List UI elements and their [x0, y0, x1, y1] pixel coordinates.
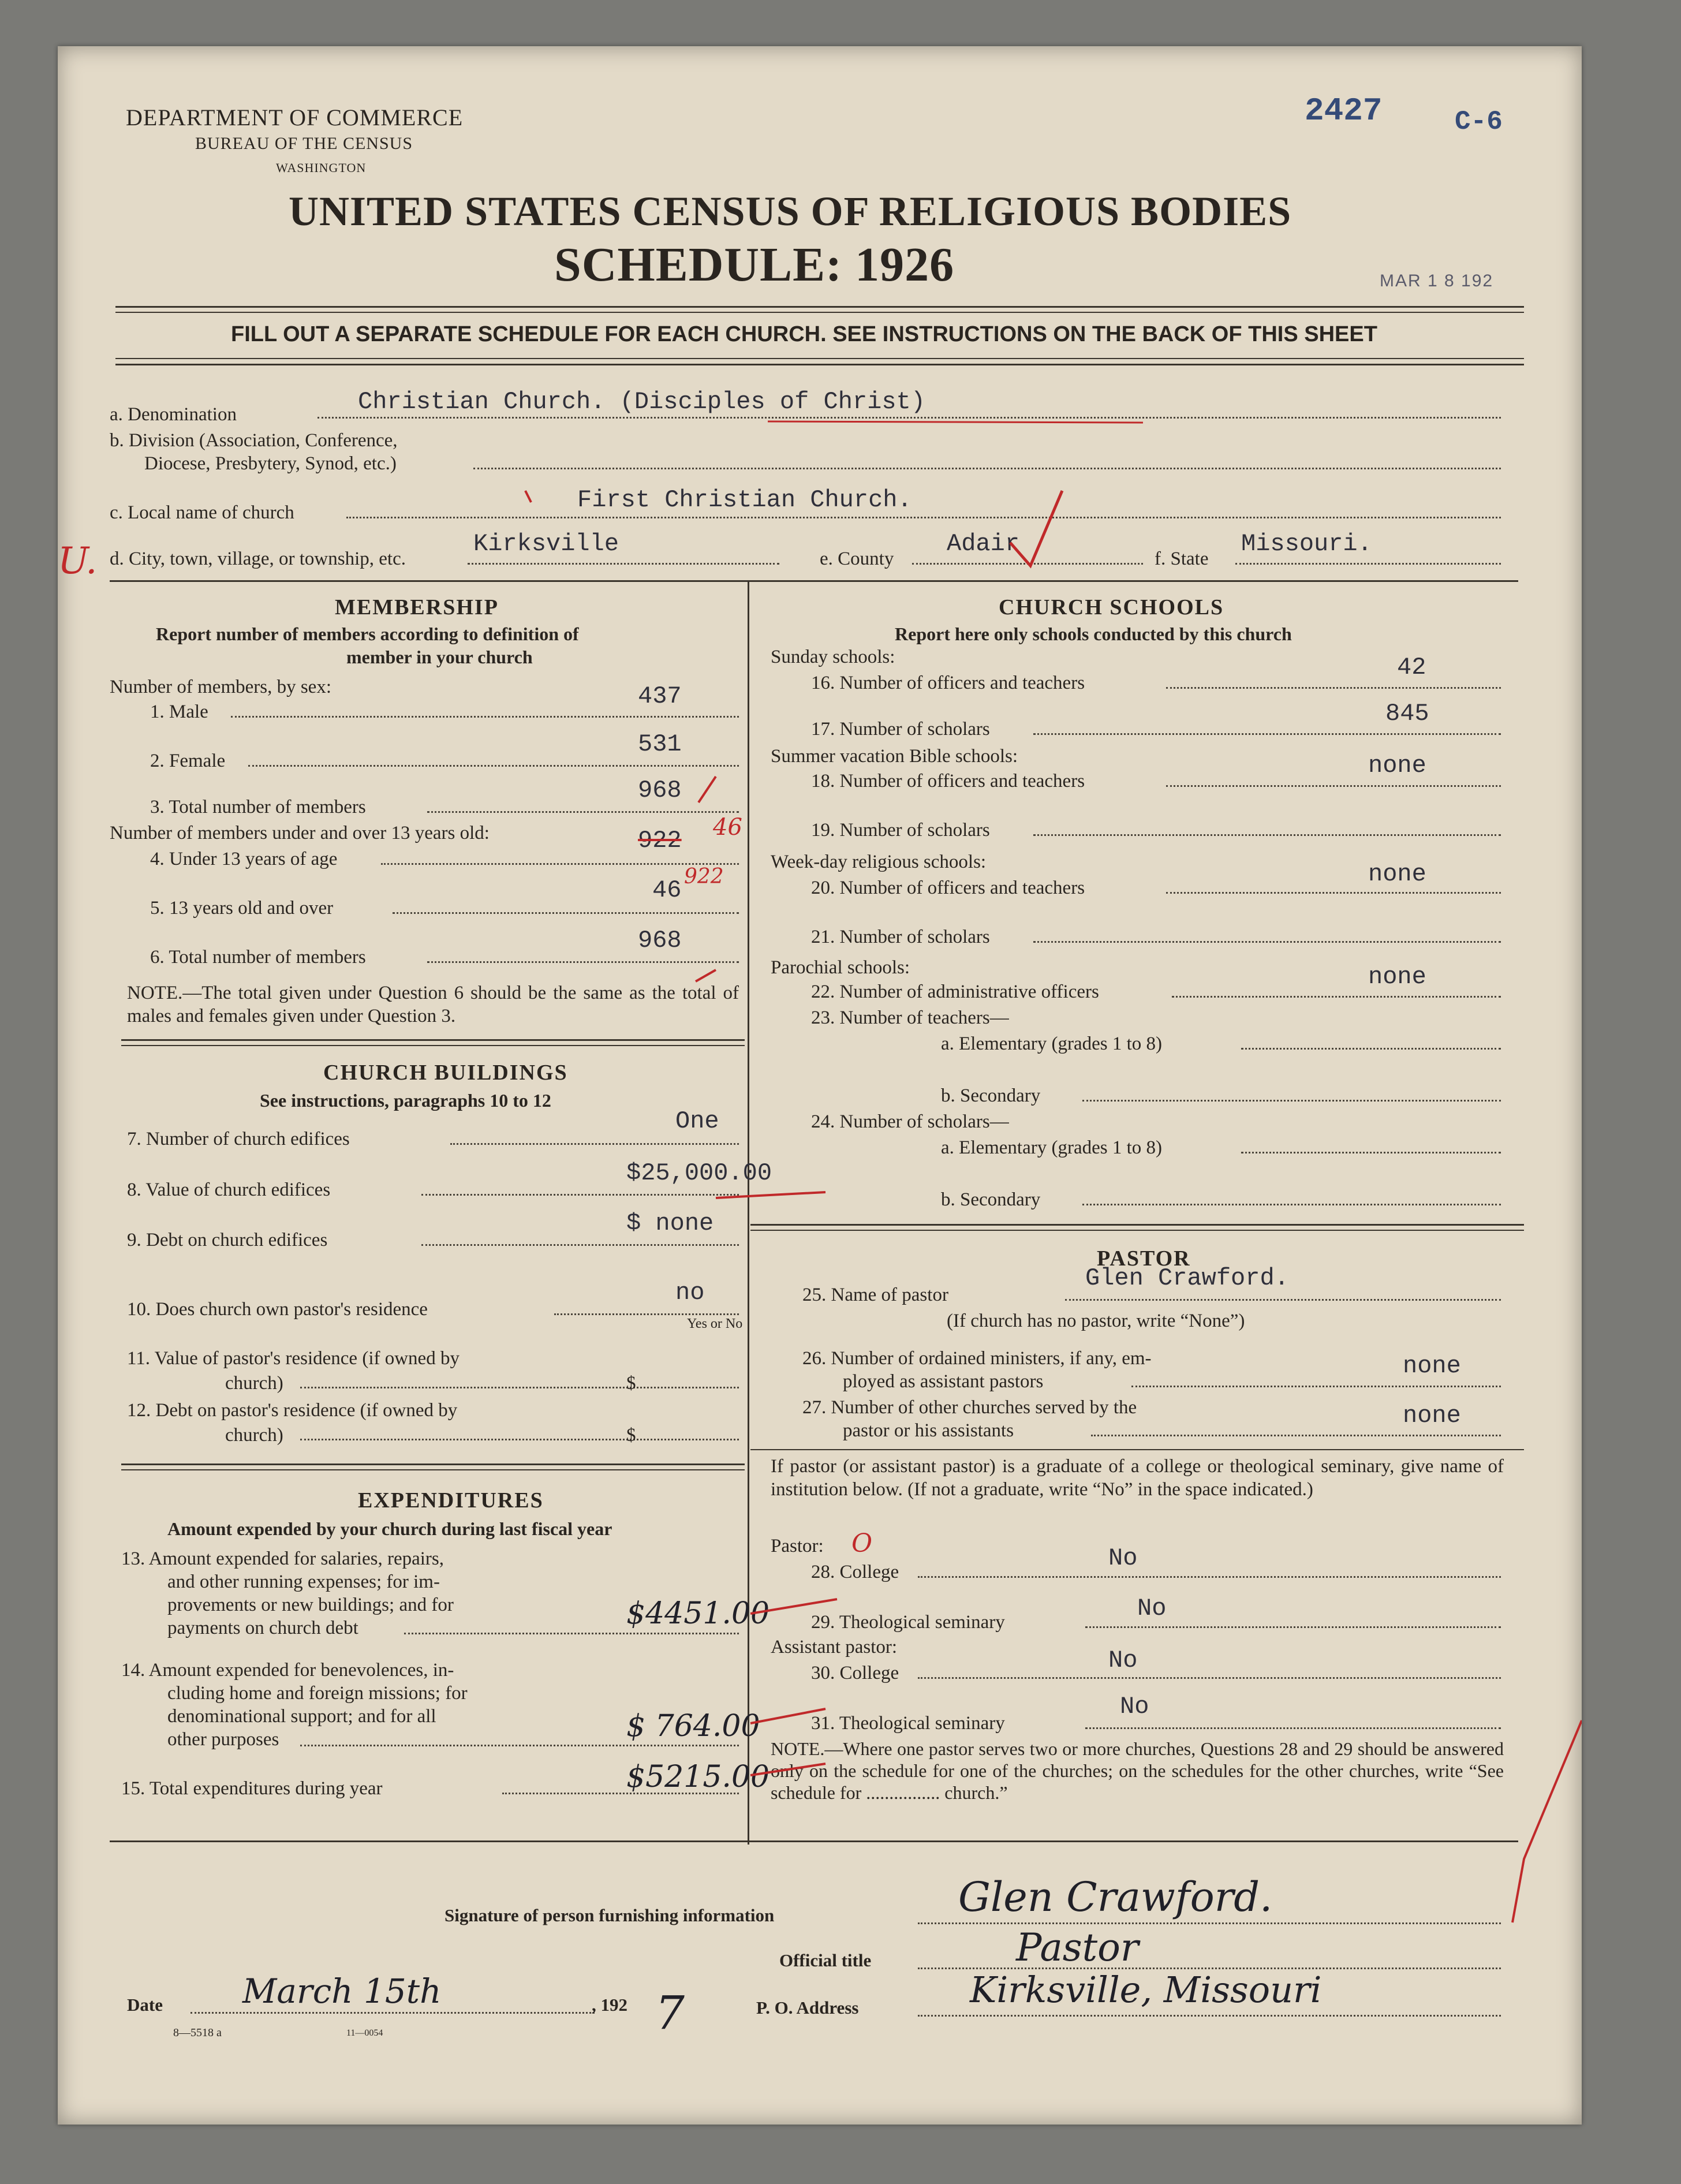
file-suffix: C-6 [1455, 107, 1503, 137]
q26-value[interactable]: none [1403, 1352, 1461, 1380]
q7-label: 7. Number of church edifices [127, 1129, 350, 1149]
q20-label: 20. Number of officers and teachers [811, 878, 1085, 898]
membership-note: NOTE.—The total given under Question 6 should be the same as the total of males and females given under Question 3. [127, 983, 739, 1026]
q20-value[interactable]: none [1368, 860, 1426, 888]
q5-correction: 922 [684, 865, 724, 888]
q2-label: 2. Female [150, 751, 226, 771]
q21-label: 21. Number of scholars [811, 927, 990, 947]
date-value[interactable]: March 15th [242, 1972, 442, 2011]
county-value[interactable]: Adair [947, 530, 1020, 558]
signature-value[interactable]: Glen Crawford. [958, 1873, 1273, 1921]
q14-line-2: cluding home and foreign missions; for [167, 1683, 468, 1704]
q9-value[interactable]: $ none [626, 1209, 714, 1237]
q28-label: 28. College [811, 1562, 899, 1582]
q29-value[interactable]: No [1137, 1595, 1167, 1622]
bureau-name: BUREAU OF THE CENSUS [195, 134, 413, 153]
po-address-label: P. O. Address [756, 1998, 859, 2018]
q9-label: 9. Debt on church edifices [127, 1230, 328, 1250]
q23b-label: b. Secondary [941, 1085, 1041, 1106]
q27-value[interactable]: none [1403, 1402, 1461, 1429]
q25-hint: (If church has no pastor, write “None”) [947, 1311, 1245, 1331]
division-label-2: Diocese, Presbytery, Synod, etc.) [144, 453, 397, 474]
membership-heading: MEMBERSHIP [335, 595, 499, 619]
po-address-value[interactable]: Kirksville, Missouri [970, 1969, 1322, 2011]
q13-value[interactable]: $4451.00 [626, 1596, 770, 1631]
q31-label: 31. Theological seminary [811, 1713, 1005, 1734]
q13-line-2: and other running expenses; for im- [167, 1571, 440, 1592]
q25-value[interactable]: Glen Crawford. [1085, 1264, 1289, 1292]
expenditures-heading: EXPENDITURES [358, 1488, 544, 1513]
q13-line-1: 13. Amount expended for salaries, repairs, [121, 1548, 444, 1569]
church-name-value[interactable]: First Christian Church. [577, 486, 912, 514]
q1-value[interactable]: 437 [638, 682, 682, 710]
checkmark-icon [1010, 491, 1062, 566]
received-date-stamp: MAR 1 8 192 [1380, 271, 1494, 290]
q30-label: 30. College [811, 1663, 899, 1683]
membership-intro-2: member in your church [346, 647, 533, 667]
q10-value[interactable]: no [675, 1279, 705, 1306]
q5-label: 5. 13 years old and over [150, 898, 334, 919]
q5-value[interactable]: 46 [652, 876, 682, 904]
q6-value[interactable]: 968 [638, 927, 682, 954]
q23a-label: a. Elementary (grades 1 to 8) [941, 1033, 1163, 1054]
q3-value[interactable]: 968 [638, 776, 682, 804]
year-label: , 192 [592, 1995, 627, 2015]
q22-label: 22. Number of administrative officers [811, 981, 1099, 1002]
church-schools-sub: Report here only schools conducted by this church [895, 624, 1292, 644]
expenditures-sub: Amount expended by your church during last fiscal year [167, 1518, 612, 1539]
graduate-note: If pastor (or assistant pastor) is a graduate of a college or theological seminary, give name of institution below. (If not a graduate, write “No” in the space indicated.) [771, 1456, 1504, 1500]
q4-correction: 46 [713, 814, 742, 841]
denomination-value[interactable]: Christian Church. (Disciples of Christ) [358, 388, 925, 416]
q4-value[interactable]: 922 [638, 827, 682, 854]
census-schedule-sheet [58, 46, 1582, 2125]
q31-value[interactable]: No [1120, 1693, 1149, 1720]
q25-label: 25. Name of pastor [802, 1285, 948, 1305]
checkmark-icon [1512, 1720, 1582, 1922]
q4-label: 4. Under 13 years of age [150, 849, 338, 869]
file-number: 2427 [1305, 92, 1383, 129]
city-label: d. City, town, village, or township, etc. [110, 548, 406, 569]
q10-hint: Yes or No [687, 1316, 743, 1331]
underline-mark [716, 1192, 825, 1198]
date-label: Date [127, 1995, 163, 2015]
q12-label-2: church) [225, 1425, 283, 1446]
q26-label: 26. Number of ordained ministers, if any, em- [802, 1348, 1152, 1369]
q12-value[interactable]: $ [626, 1425, 636, 1446]
red-annotation-marks [58, 46, 1582, 2125]
underline-mark [750, 1599, 837, 1775]
church-name-label: c. Local name of church [110, 502, 294, 523]
q24a-label: a. Elementary (grades 1 to 8) [941, 1137, 1163, 1158]
q14-line-4: other purposes [167, 1729, 279, 1750]
pastor-mark: O [851, 1529, 873, 1558]
q29-label: 29. Theological seminary [811, 1612, 1005, 1633]
q1-label: 1. Male [150, 701, 208, 722]
department-name: DEPARTMENT OF COMMERCE [126, 104, 464, 130]
state-value[interactable]: Missouri. [1241, 530, 1372, 558]
tick-icon [525, 491, 531, 502]
underline-mark [768, 421, 1143, 423]
year-value[interactable]: 7 [655, 1986, 685, 2040]
tick-icon [696, 776, 716, 981]
q6-label: 6. Total number of members [150, 947, 366, 968]
denomination-label: a. Denomination [110, 404, 237, 425]
q15-value[interactable]: $5215.00 [626, 1760, 770, 1794]
q13-line-3: provements or new buildings; and for [167, 1595, 454, 1615]
q18-label: 18. Number of officers and teachers [811, 771, 1085, 792]
q16-label: 16. Number of officers and teachers [811, 673, 1085, 693]
by-age-label: Number of members under and over 13 years old: [110, 823, 490, 843]
division-label: b. Division (Association, Conference, [110, 430, 398, 451]
buildings-heading: CHURCH BUILDINGS [323, 1061, 568, 1085]
summer-schools-label: Summer vacation Bible schools: [771, 746, 1018, 767]
q28-value[interactable]: No [1108, 1544, 1138, 1572]
q8-value[interactable]: $25,000.00 [626, 1159, 772, 1187]
schedule-year: SCHEDULE: 1926 [554, 238, 955, 292]
q10-label: 10. Does church own pastor's residence [127, 1299, 428, 1320]
washington-label: WASHINGTON [276, 160, 367, 175]
form-number: 8—5518 a [173, 2026, 222, 2039]
q11-label-2: church) [225, 1373, 283, 1394]
q11-label: 11. Value of pastor's residence (if owned by [127, 1348, 460, 1369]
city-value[interactable]: Kirksville [473, 530, 619, 558]
q14-line-3: denominational support; and for all [167, 1706, 436, 1727]
weekday-schools-label: Week-day religious schools: [771, 852, 987, 872]
pastor-label: Pastor: [771, 1536, 824, 1556]
q11-value[interactable]: $ [626, 1373, 636, 1394]
q14-value[interactable]: $ 764.00 [626, 1709, 760, 1744]
q12-label: 12. Debt on pastor's residence (if owned by [127, 1400, 458, 1421]
parochial-schools-label: Parochial schools: [771, 957, 910, 978]
q19-label: 19. Number of scholars [811, 820, 990, 841]
signature-label: Signature of person furnishing information [444, 1905, 775, 1925]
instructions-banner: FILL OUT A SEPARATE SCHEDULE FOR EACH CHURCH. SEE INSTRUCTIONS ON THE BACK OF THIS SHEET [231, 322, 1377, 346]
q15-label: 15. Total expenditures during year [121, 1778, 383, 1799]
buildings-sub: See instructions, paragraphs 10 to 12 [260, 1090, 551, 1111]
by-sex-label: Number of members, by sex: [110, 677, 331, 697]
assistant-pastor-label: Assistant pastor: [771, 1637, 898, 1657]
q14-line-1: 14. Amount expended for benevolences, in- [121, 1660, 454, 1681]
q24-label: 24. Number of scholars— [811, 1111, 1009, 1132]
pastor-note: NOTE.—Where one pastor serves two or more churches, Questions 28 and 29 should be answered only on the schedule for one of the churches; on the schedules for the other churches, write “See schedule for ................ church.” [771, 1738, 1504, 1803]
q8-label: 8. Value of church edifices [127, 1179, 331, 1200]
margin-mark: U. [58, 540, 98, 583]
q18-value[interactable]: none [1368, 752, 1426, 779]
county-label: e. County [820, 548, 894, 569]
q3-label: 3. Total number of members [150, 797, 366, 817]
state-label: f. State [1155, 548, 1209, 569]
q30-value[interactable]: No [1108, 1647, 1138, 1674]
q17-value[interactable]: 845 [1385, 700, 1429, 727]
q22-value[interactable]: none [1368, 963, 1426, 991]
official-title-value[interactable]: Pastor [1016, 1925, 1139, 1970]
church-schools-heading: CHURCH SCHOOLS [999, 595, 1224, 619]
q17-label: 17. Number of scholars [811, 719, 990, 740]
q27-label: 27. Number of other churches served by the [802, 1397, 1137, 1418]
q7-value[interactable]: One [675, 1107, 719, 1135]
q27-label-2: pastor or his assistants [843, 1420, 1014, 1441]
pastor-heading: PASTOR [1097, 1246, 1191, 1271]
q24b-label: b. Secondary [941, 1189, 1041, 1210]
print-code: 11—0054 [346, 2028, 383, 2038]
q2-value[interactable]: 531 [638, 730, 682, 758]
q26-label-2: ployed as assistant pastors [843, 1371, 1044, 1392]
q16-value[interactable]: 42 [1397, 654, 1426, 681]
q13-line-4: payments on church debt [167, 1618, 358, 1638]
official-title-label: Official title [779, 1950, 872, 1970]
form-title: UNITED STATES CENSUS OF RELIGIOUS BODIES [289, 188, 1292, 234]
sunday-schools-label: Sunday schools: [771, 647, 895, 667]
membership-intro: Report number of members according to definition of [156, 624, 579, 644]
q23-label: 23. Number of teachers— [811, 1007, 1009, 1028]
